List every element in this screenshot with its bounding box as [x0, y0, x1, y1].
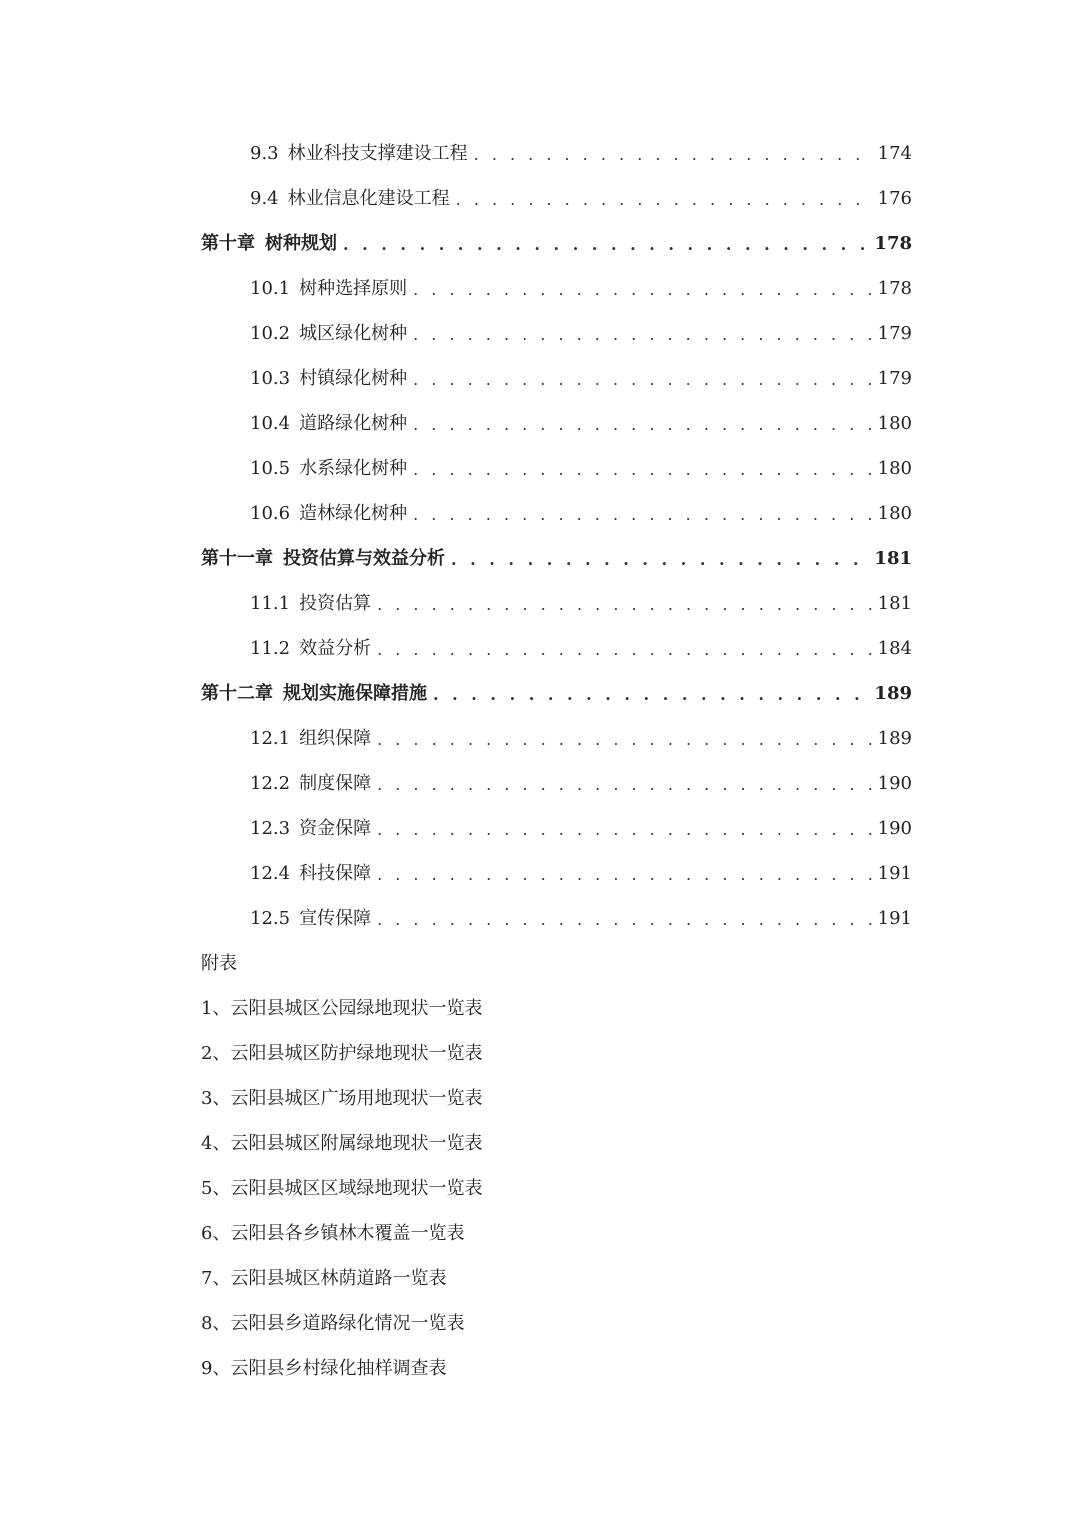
- toc-entry-title: 水系绿化树种: [299, 458, 408, 479]
- appendix-item[interactable]: 2、云阳县城区防护绿地现状一览表: [201, 1043, 483, 1064]
- dot-leader: [413, 402, 872, 447]
- appendix-item[interactable]: 5、云阳县城区区域绿地现状一览表: [201, 1178, 483, 1199]
- toc-entry-number: 12.2: [250, 773, 291, 794]
- dot-leader: [433, 672, 868, 717]
- appendix-item[interactable]: 1、云阳县城区公园绿地现状一览表: [201, 998, 483, 1019]
- toc-entry-number: 10.5: [250, 458, 291, 479]
- toc-chapter-entry[interactable]: [0, 536, 912, 581]
- toc-entry-page: 191: [877, 908, 912, 929]
- toc-entry[interactable]: [0, 356, 912, 401]
- toc-entry-number: 12.5: [250, 908, 291, 929]
- toc-entry-title: 资金保障: [299, 818, 372, 839]
- dot-leader: [413, 492, 872, 537]
- toc-entry-title: 造林绿化树种: [299, 503, 408, 524]
- toc-entry[interactable]: [0, 851, 912, 896]
- toc-entry-page: 180: [877, 458, 912, 479]
- appendix-item[interactable]: 7、云阳县城区林荫道路一览表: [201, 1268, 447, 1289]
- toc-entry[interactable]: [0, 401, 912, 446]
- toc-entry-title: 林业信息化建设工程: [287, 188, 450, 209]
- toc-entry-title: 城区绿化树种: [299, 323, 408, 344]
- toc-entry-page: 176: [877, 188, 912, 209]
- toc-chapter-title: 投资估算与效益分析: [283, 548, 445, 569]
- toc-entry-number: 12.3: [250, 818, 291, 839]
- appendix-item[interactable]: 8、云阳县乡道路绿化情况一览表: [201, 1313, 465, 1334]
- dot-leader: [377, 582, 872, 627]
- toc-chapter-page: 181: [874, 548, 912, 569]
- toc-entry-page: 179: [877, 368, 912, 389]
- dot-leader: [343, 222, 868, 267]
- toc-chapter-page: 189: [874, 683, 912, 704]
- toc-entry-title: 树种选择原则: [299, 278, 408, 299]
- dot-leader: [377, 762, 872, 807]
- toc-entry-page: 181: [877, 593, 912, 614]
- toc-entry-title: 村镇绿化树种: [299, 368, 408, 389]
- dot-leader: [456, 177, 872, 222]
- dot-leader: [377, 807, 872, 852]
- toc-entry-page: 184: [877, 638, 912, 659]
- toc-chapter-page: 178: [874, 233, 912, 254]
- toc-chapter-title: 树种规划: [265, 233, 337, 254]
- toc-entry-number: 10.1: [250, 278, 291, 299]
- toc-entry-page: 190: [877, 818, 912, 839]
- toc-entry-page: 191: [877, 863, 912, 884]
- appendix-heading: 附表: [201, 953, 237, 974]
- dot-leader: [377, 852, 872, 897]
- toc-entry-title: 投资估算: [299, 593, 372, 614]
- toc-chapter-entry[interactable]: [0, 221, 912, 266]
- toc-entry-number: 9.4: [250, 188, 279, 209]
- toc-entry[interactable]: [0, 581, 912, 626]
- toc-entry-page: 180: [877, 413, 912, 434]
- toc-chapter-number: 第十章: [201, 233, 255, 254]
- dot-leader: [377, 897, 872, 942]
- toc-entry-title: 效益分析: [299, 638, 372, 659]
- dot-leader: [474, 132, 872, 177]
- appendix-item[interactable]: 3、云阳县城区广场用地现状一览表: [201, 1088, 483, 1109]
- toc-entry-title: 组织保障: [299, 728, 372, 749]
- dot-leader: [413, 447, 872, 492]
- toc-entry[interactable]: [0, 311, 912, 356]
- toc-chapter-title: 规划实施保障措施: [283, 683, 427, 704]
- appendix-item[interactable]: 6、云阳县各乡镇林木覆盖一览表: [201, 1223, 465, 1244]
- toc-entry[interactable]: [0, 761, 912, 806]
- dot-leader: [413, 267, 872, 312]
- toc-entry-title: 科技保障: [299, 863, 372, 884]
- toc-entry-page: 189: [877, 728, 912, 749]
- toc-entry-page: 180: [877, 503, 912, 524]
- appendix-item[interactable]: 9、云阳县乡村绿化抽样调查表: [201, 1358, 447, 1379]
- toc-entry-page: 174: [877, 143, 912, 164]
- toc-chapter-number: 第十一章: [201, 548, 273, 569]
- toc-entry[interactable]: [0, 131, 912, 176]
- dot-leader: [413, 312, 872, 357]
- dot-leader: [451, 537, 868, 582]
- toc-entry-page: 179: [877, 323, 912, 344]
- toc-entry-number: 12.1: [250, 728, 291, 749]
- toc-entry[interactable]: [0, 446, 912, 491]
- toc-entry-number: 11.2: [250, 638, 291, 659]
- dot-leader: [377, 627, 872, 672]
- toc-entry-number: 10.4: [250, 413, 291, 434]
- toc-entry[interactable]: [0, 626, 912, 671]
- toc-entry[interactable]: [0, 176, 912, 221]
- toc-entry[interactable]: [0, 716, 912, 761]
- appendix-item[interactable]: 4、云阳县城区附属绿地现状一览表: [201, 1133, 483, 1154]
- dot-leader: [413, 357, 872, 402]
- toc-entry-number: 10.6: [250, 503, 291, 524]
- toc-entry[interactable]: [0, 266, 912, 311]
- toc-entry[interactable]: [0, 896, 912, 941]
- dot-leader: [377, 717, 872, 762]
- toc-entry[interactable]: [0, 491, 912, 536]
- toc-entry-page: 190: [877, 773, 912, 794]
- toc-entry-number: 12.4: [250, 863, 291, 884]
- toc-chapter-number: 第十二章: [201, 683, 273, 704]
- toc-entry-title: 制度保障: [299, 773, 372, 794]
- toc-entry[interactable]: [0, 806, 912, 851]
- toc-entry-number: 10.2: [250, 323, 291, 344]
- toc-entry-title: 道路绿化树种: [299, 413, 408, 434]
- toc-entry-number: 9.3: [250, 143, 279, 164]
- toc-entry-page: 178: [877, 278, 912, 299]
- toc-entry-title: 林业科技支撑建设工程: [287, 143, 468, 164]
- table-of-contents: [0, 131, 1074, 941]
- toc-entry-number: 10.3: [250, 368, 291, 389]
- toc-entry-number: 11.1: [250, 593, 291, 614]
- toc-entry-title: 宣传保障: [299, 908, 372, 929]
- appendix-section: [201, 941, 901, 1391]
- toc-chapter-entry[interactable]: [0, 671, 912, 716]
